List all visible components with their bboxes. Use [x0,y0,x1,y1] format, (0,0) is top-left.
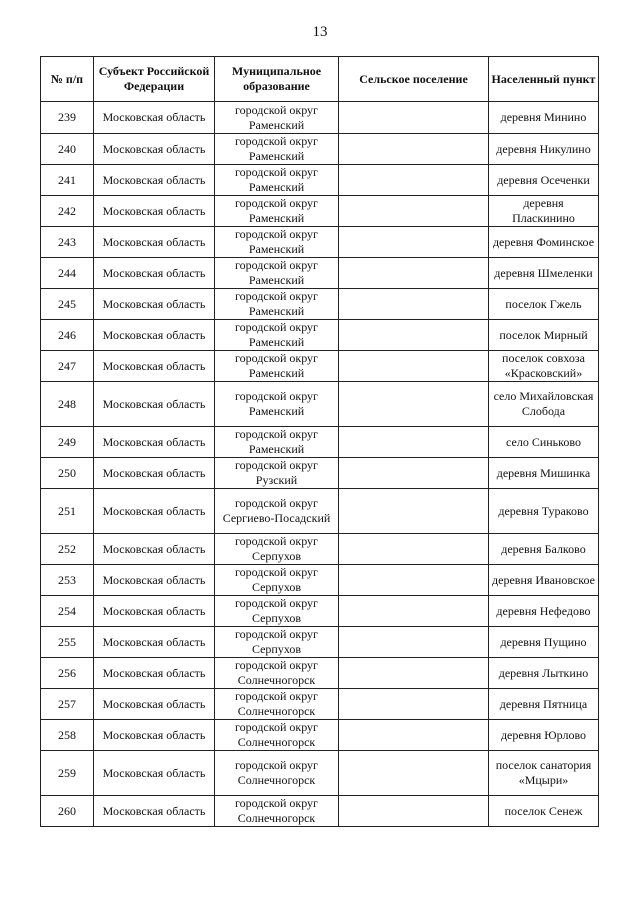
municipality-cell: городской округ Серпухов [215,596,339,627]
locality-cell: деревня Осеченки [489,165,599,196]
federal-subject-cell: Московская область [94,102,215,134]
table-row [41,165,599,196]
federal-subject-cell: Московская область [94,134,215,165]
federal-subject-cell: Московская область [94,196,215,227]
table-row [41,382,599,427]
rural-settlement-cell [339,258,489,289]
table-row [41,289,599,320]
settlements-table [40,56,599,827]
table-row [41,227,599,258]
municipality-cell: городской округ Раменский [215,134,339,165]
table-row [41,796,599,827]
federal-subject-cell: Московская область [94,689,215,720]
municipality-cell: городской округ Сергиево-Посадский [215,489,339,534]
row-number-cell: 247 [41,351,94,382]
municipality-cell: городской округ Солнечногорск [215,751,339,796]
rural-settlement-cell [339,596,489,627]
rural-settlement-cell [339,458,489,489]
table-row [41,196,599,227]
rural-settlement-cell [339,320,489,351]
rural-settlement-cell [339,689,489,720]
municipality-cell: городской округ Серпухов [215,565,339,596]
federal-subject-cell: Московская область [94,258,215,289]
municipality-cell: городской округ Раменский [215,102,339,134]
table-row [41,534,599,565]
rural-settlement-cell [339,720,489,751]
row-number-cell: 245 [41,289,94,320]
row-number-cell: 243 [41,227,94,258]
federal-subject-cell: Московская область [94,427,215,458]
row-number-cell: 250 [41,458,94,489]
row-number-cell: 248 [41,382,94,427]
locality-cell: село Михайловская Слобода [489,382,599,427]
rural-settlement-cell [339,427,489,458]
federal-subject-cell: Московская область [94,351,215,382]
locality-cell: деревня Фоминское [489,227,599,258]
table-row [41,427,599,458]
table-row [41,689,599,720]
row-number-cell: 256 [41,658,94,689]
locality-cell: деревня Пущино [489,627,599,658]
table-row [41,658,599,689]
federal-subject-cell: Московская область [94,289,215,320]
rural-settlement-cell [339,382,489,427]
row-number-cell: 260 [41,796,94,827]
federal-subject-cell: Московская область [94,596,215,627]
municipality-cell: городской округ Раменский [215,320,339,351]
locality-cell: поселок совхоза «Красковский» [489,351,599,382]
federal-subject-cell: Московская область [94,227,215,258]
locality-cell: деревня Минино [489,102,599,134]
row-number-cell: 251 [41,489,94,534]
header-locality: Населенный пункт [489,57,599,102]
rural-settlement-cell [339,534,489,565]
federal-subject-cell: Московская область [94,382,215,427]
table-row [41,258,599,289]
rural-settlement-cell [339,227,489,258]
table-body [41,102,599,827]
row-number-cell: 240 [41,134,94,165]
rural-settlement-cell [339,796,489,827]
rural-settlement-cell [339,165,489,196]
locality-cell: деревня Лыткино [489,658,599,689]
municipality-cell: городской округ Серпухов [215,627,339,658]
locality-cell: деревня Пятница [489,689,599,720]
rural-settlement-cell [339,289,489,320]
locality-cell: деревня Нефедово [489,596,599,627]
locality-cell: поселок санатория «Мцыри» [489,751,599,796]
table-row [41,720,599,751]
locality-cell: поселок Сенеж [489,796,599,827]
municipality-cell: городской округ Серпухов [215,534,339,565]
row-number-cell: 241 [41,165,94,196]
row-number-cell: 257 [41,689,94,720]
municipality-cell: городской округ Солнечногорск [215,658,339,689]
locality-cell: село Синьково [489,427,599,458]
municipality-cell: городской округ Раменский [215,227,339,258]
table-row [41,489,599,534]
municipality-cell: городской округ Раменский [215,258,339,289]
row-number-cell: 246 [41,320,94,351]
federal-subject-cell: Московская область [94,458,215,489]
locality-cell: поселок Мирный [489,320,599,351]
locality-cell: поселок Гжель [489,289,599,320]
municipality-cell: городской округ Раменский [215,351,339,382]
municipality-cell: городской округ Раменский [215,382,339,427]
row-number-cell: 253 [41,565,94,596]
locality-cell: деревня Шмеленки [489,258,599,289]
federal-subject-cell: Московская область [94,320,215,351]
federal-subject-cell: Московская область [94,720,215,751]
row-number-cell: 244 [41,258,94,289]
header-federal-subject: Субъект Российской Федерации [94,57,215,102]
federal-subject-cell: Московская область [94,165,215,196]
locality-cell: деревня Мишинка [489,458,599,489]
municipality-cell: городской округ Раменский [215,289,339,320]
federal-subject-cell: Московская область [94,627,215,658]
row-number-cell: 254 [41,596,94,627]
rural-settlement-cell [339,489,489,534]
rural-settlement-cell [339,658,489,689]
rural-settlement-cell [339,351,489,382]
municipality-cell: городской округ Раменский [215,427,339,458]
locality-cell: деревня Тураково [489,489,599,534]
header-number: № п/п [41,57,94,102]
table-row [41,134,599,165]
rural-settlement-cell [339,134,489,165]
table-row [41,351,599,382]
table-header [41,57,599,102]
row-number-cell: 242 [41,196,94,227]
header-row [41,57,599,102]
municipality-cell: городской округ Солнечногорск [215,720,339,751]
locality-cell: деревня Балково [489,534,599,565]
table-row [41,627,599,658]
federal-subject-cell: Московская область [94,751,215,796]
row-number-cell: 258 [41,720,94,751]
municipality-cell: городской округ Раменский [215,196,339,227]
locality-cell: деревня Ивановское [489,565,599,596]
rural-settlement-cell [339,751,489,796]
federal-subject-cell: Московская область [94,658,215,689]
row-number-cell: 239 [41,102,94,134]
rural-settlement-cell [339,196,489,227]
row-number-cell: 255 [41,627,94,658]
federal-subject-cell: Московская область [94,565,215,596]
rural-settlement-cell [339,627,489,658]
row-number-cell: 252 [41,534,94,565]
rural-settlement-cell [339,565,489,596]
federal-subject-cell: Московская область [94,534,215,565]
table-row [41,102,599,134]
locality-cell: деревня Пласкинино [489,196,599,227]
locality-cell: деревня Юрлово [489,720,599,751]
table-row [41,320,599,351]
federal-subject-cell: Московская область [94,796,215,827]
federal-subject-cell: Московская область [94,489,215,534]
table-row [41,596,599,627]
table-row [41,751,599,796]
table-row [41,458,599,489]
municipality-cell: городской округ Раменский [215,165,339,196]
municipality-cell: городской округ Солнечногорск [215,796,339,827]
rural-settlement-cell [339,102,489,134]
row-number-cell: 259 [41,751,94,796]
header-rural-settlement: Сельское поселение [339,57,489,102]
header-municipality: Муниципальное образование [215,57,339,102]
municipality-cell: городской округ Солнечногорск [215,689,339,720]
table-row [41,565,599,596]
municipality-cell: городской округ Рузский [215,458,339,489]
locality-cell: деревня Никулино [489,134,599,165]
row-number-cell: 249 [41,427,94,458]
page-number: 13 [312,24,328,40]
